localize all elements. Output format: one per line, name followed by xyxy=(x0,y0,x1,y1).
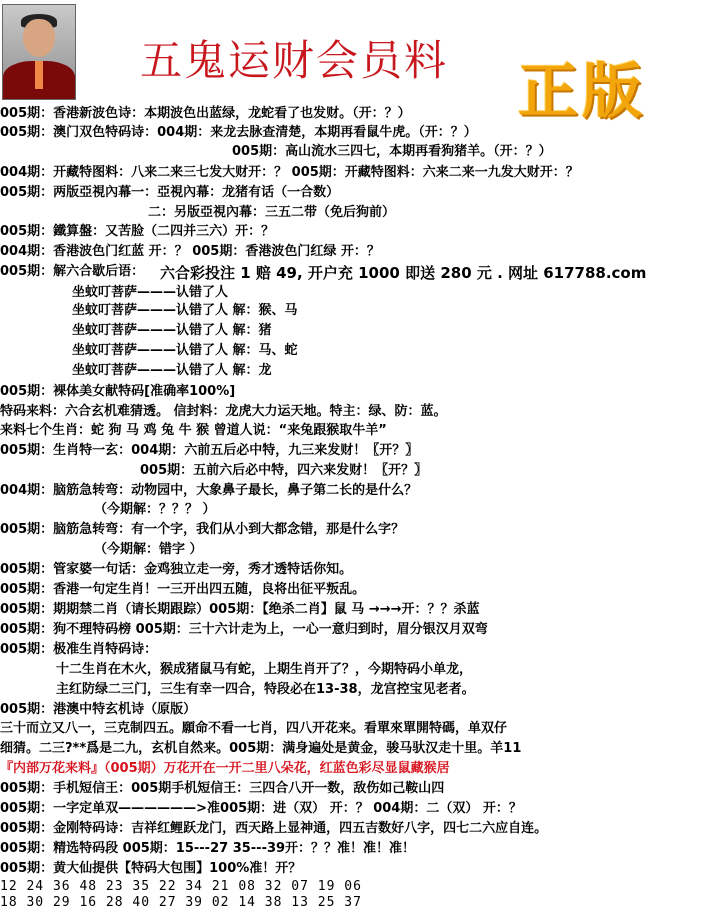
text-line-1: 005期：香港新波色诗：本期波色出蓝绿，龙蛇看了也发财。（开：？） xyxy=(0,106,411,121)
text-line-30: 主红防绿二三门，三生有幸一四合，特段必在13-38，龙宫控宝见老者。 xyxy=(56,682,475,697)
text-line-37: 005期：金刚特码诗：吉祥红鲤跃龙门，西天路上显神通，四五吉数好八字，四七二六应自连。 xyxy=(0,821,548,836)
text-line-39: 005期：黄大仙提供【特码大包围】100%准！开？ xyxy=(0,861,302,876)
text-line-21: （今期解：？？？ ） xyxy=(94,502,216,517)
text-line-4: 004期：开藏特图料：八来二来三七发大财开：？ 005期：开藏特图料：六来二来一九发大财开：？ xyxy=(0,165,579,180)
text-line-2: 005期：澳门双色特码诗：004期：来龙去脉查清楚，本期再看鼠牛虎。（开：？） xyxy=(0,125,477,140)
number-row-2: 18 30 29 16 28 40 27 39 02 14 38 13 25 37 xyxy=(0,895,362,910)
text-line-7: 005期：鐵算盤：又苦脸（二四并三六）开：？ xyxy=(0,224,275,239)
portrait-photo xyxy=(2,4,76,100)
text-line-14: 坐蚊叮菩萨———认错了人 解：龙 xyxy=(72,363,272,378)
text-line-33: 细猜。二三?**爲是二九，玄机自然来。005期：满身遍处是黄金，骏马驮汉走十里。羊11 xyxy=(0,741,522,756)
text-line-35: 005期：手机短信王：005期手机短信王：三四合八开一数，敌伤如己鞍山四 xyxy=(0,781,445,796)
text-line-31: 005期：港澳中特玄机诗（原版） xyxy=(0,702,197,717)
text-line-32: 三十而立又八一，三克制四五。願命不看一七肖，四八开花来。看單來單開特碼，单双仔 xyxy=(0,721,508,736)
text-line-23: （今期解：错字 ） xyxy=(94,542,203,557)
text-line-29: 十二生肖在木火，猴成猪鼠马有蛇，上期生肖开了？，今期特码小单龙， xyxy=(56,662,473,677)
portrait-face xyxy=(23,19,55,57)
text-line-24: 005期：管家婆一句话：金鸡独立走一旁，秀才透特话你知。 xyxy=(0,562,353,577)
text-line-28: 005期：极准生肖特码诗： xyxy=(0,642,158,657)
portrait-tie xyxy=(35,61,43,89)
text-line-36: 005期：一字定单双——————>准005期：进（双） 开：？ 004期：二（双） 开：？ xyxy=(0,801,522,816)
authentic-badge: 正版 xyxy=(518,57,646,127)
text-line-13: 坐蚊叮菩萨———认错了人 解：马、蛇 xyxy=(72,343,298,358)
text-line-16: 特码来料：六合玄机难猜透。 信封料：龙虎大力运天地。特主：绿、防：蓝。 xyxy=(0,404,447,419)
text-line-17: 来料七个生肖：蛇 狗 马 鸡 兔 牛 猴 曾道人说：“来兔跟猴取牛羊” xyxy=(0,423,387,438)
text-line-15: 005期：裸体美女献特码[准确率100%] xyxy=(0,384,236,399)
text-line-5: 005期：两版亞視內幕一：亞視內幕：龙猪有话（一合数） xyxy=(0,185,340,200)
text-line-12: 坐蚊叮菩萨———认错了人 解：猪 xyxy=(72,323,272,338)
text-line-27: 005期：狗不理特码榜 005期：三十六计走为上，一心一意归到时，眉分银汉月双弯 xyxy=(0,622,488,637)
text-line-8: 004期：香港波色门红蓝 开：？ 005期：香港波色门红绿 开：？ xyxy=(0,244,380,259)
text-line-25: 005期：香港一句定生肖！一三开出四五随，良将出征平叛乱。 xyxy=(0,582,366,597)
page-title: 五鬼运财会员料 xyxy=(140,36,449,85)
text-line-18: 005期：生肖特一玄：004期：六前五后必中特，九三来发财！〖开？〗 xyxy=(0,443,419,458)
text-line-3: 005期：高山流水三四七，本期再看狗猪羊。（开：？） xyxy=(232,144,552,159)
text-line-6: 二：另版亞視內幕：三五二带（免后狗前） xyxy=(148,205,396,220)
text-line-26: 005期：期期禁二肖（请长期跟踪）005期：【绝杀二肖】鼠 马 →→→开：？？杀蓝 xyxy=(0,602,480,617)
text-line-11: 坐蚊叮菩萨———认错了人 解：猴、马 xyxy=(72,303,298,318)
number-row-1: 12 24 36 48 23 35 22 34 21 08 32 07 19 06 xyxy=(0,879,362,894)
text-line-9: 005期：解六合歇后语： xyxy=(0,264,145,279)
text-line-34: 『内部万花来料』（005期）万花开在一开二里八朵花，红蓝色彩尽显鼠藏猴居 xyxy=(0,761,450,776)
text-line-38: 005期：精选特码段 005期：15---27 35---39开：？？准！准！准！ xyxy=(0,841,416,856)
text-line-19: 005期：五前六后必中特，四六来发财！〖开？〗 xyxy=(140,463,428,478)
text-line-20: 004期：脑筋急转弯：动物园中，大象鼻子最长，鼻子第二长的是什么？ xyxy=(0,483,418,498)
text-line-10: 坐蚊叮菩萨———认错了人 xyxy=(72,285,229,300)
ad-banner-text: 六合彩投注 1 赔 49, 开户充 1000 即送 280 元 . 网址 617788.com xyxy=(160,264,647,282)
text-line-22: 005期：脑筋急转弯：有一个字，我们从小到大都念错，那是什么字？ xyxy=(0,522,405,537)
